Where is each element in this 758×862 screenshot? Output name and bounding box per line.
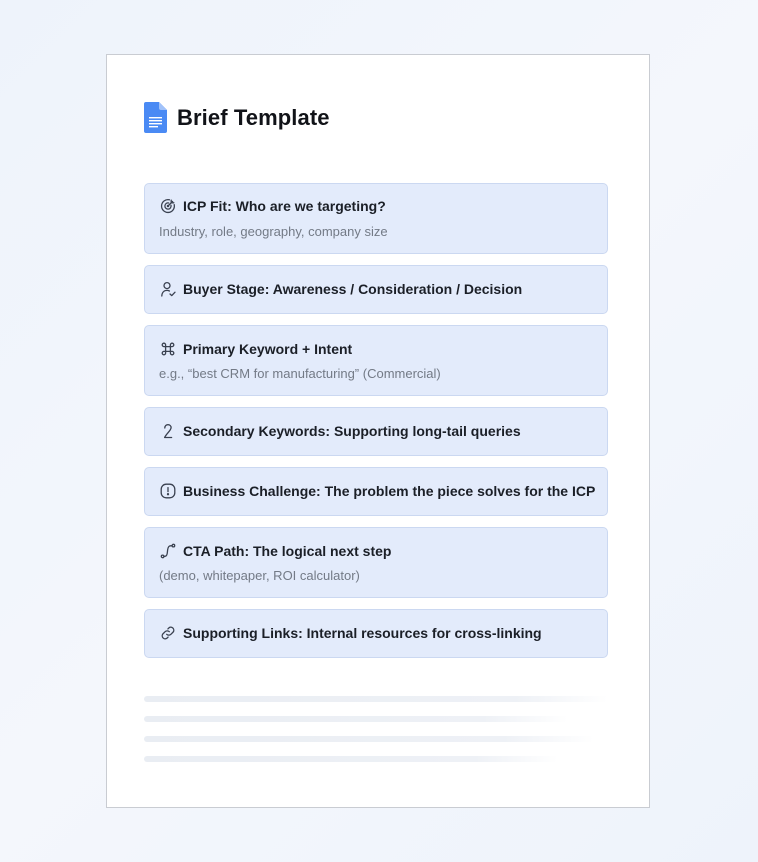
field-title: Buyer Stage: Awareness / Consideration / Decision bbox=[183, 281, 523, 297]
field-description: e.g., “best CRM for manufacturing” (Commercial) bbox=[159, 366, 441, 381]
alert-circle-icon bbox=[160, 483, 176, 499]
brief-field-secondary-keywords[interactable] bbox=[144, 407, 608, 456]
brief-field-primary-keyword[interactable] bbox=[144, 325, 608, 396]
field-title: Business Challenge: The problem the piece solves for the ICP bbox=[183, 483, 596, 499]
document-title: Brief Template bbox=[177, 104, 330, 130]
brief-field-icp-fit[interactable] bbox=[144, 183, 608, 254]
brief-field-supporting-links[interactable] bbox=[144, 609, 608, 658]
user-check-icon bbox=[160, 281, 176, 297]
placeholder-line bbox=[144, 696, 608, 702]
placeholder-line bbox=[144, 736, 594, 742]
route-icon bbox=[160, 543, 176, 559]
document-header bbox=[144, 102, 330, 133]
field-title: CTA Path: The logical next step bbox=[183, 543, 392, 559]
brief-field-business-challenge[interactable] bbox=[144, 467, 608, 516]
link-icon bbox=[160, 625, 176, 641]
field-title: Secondary Keywords: Supporting long-tail queries bbox=[183, 423, 521, 439]
field-title: Supporting Links: Internal resources for cross-linking bbox=[183, 625, 542, 641]
placeholder-line bbox=[144, 756, 558, 762]
document-page bbox=[106, 54, 650, 808]
target-icon bbox=[160, 198, 176, 214]
field-description: Industry, role, geography, company size bbox=[159, 224, 388, 239]
google-docs-icon bbox=[144, 102, 167, 133]
command-icon bbox=[160, 341, 176, 357]
brief-field-cta-path[interactable] bbox=[144, 527, 608, 598]
placeholder-line bbox=[144, 716, 568, 722]
field-title: Primary Keyword + Intent bbox=[183, 341, 353, 357]
field-title: ICP Fit: Who are we targeting? bbox=[183, 198, 386, 214]
number-two-icon bbox=[160, 423, 176, 439]
field-description: (demo, whitepaper, ROI calculator) bbox=[159, 568, 360, 583]
brief-field-buyer-stage[interactable] bbox=[144, 265, 608, 314]
